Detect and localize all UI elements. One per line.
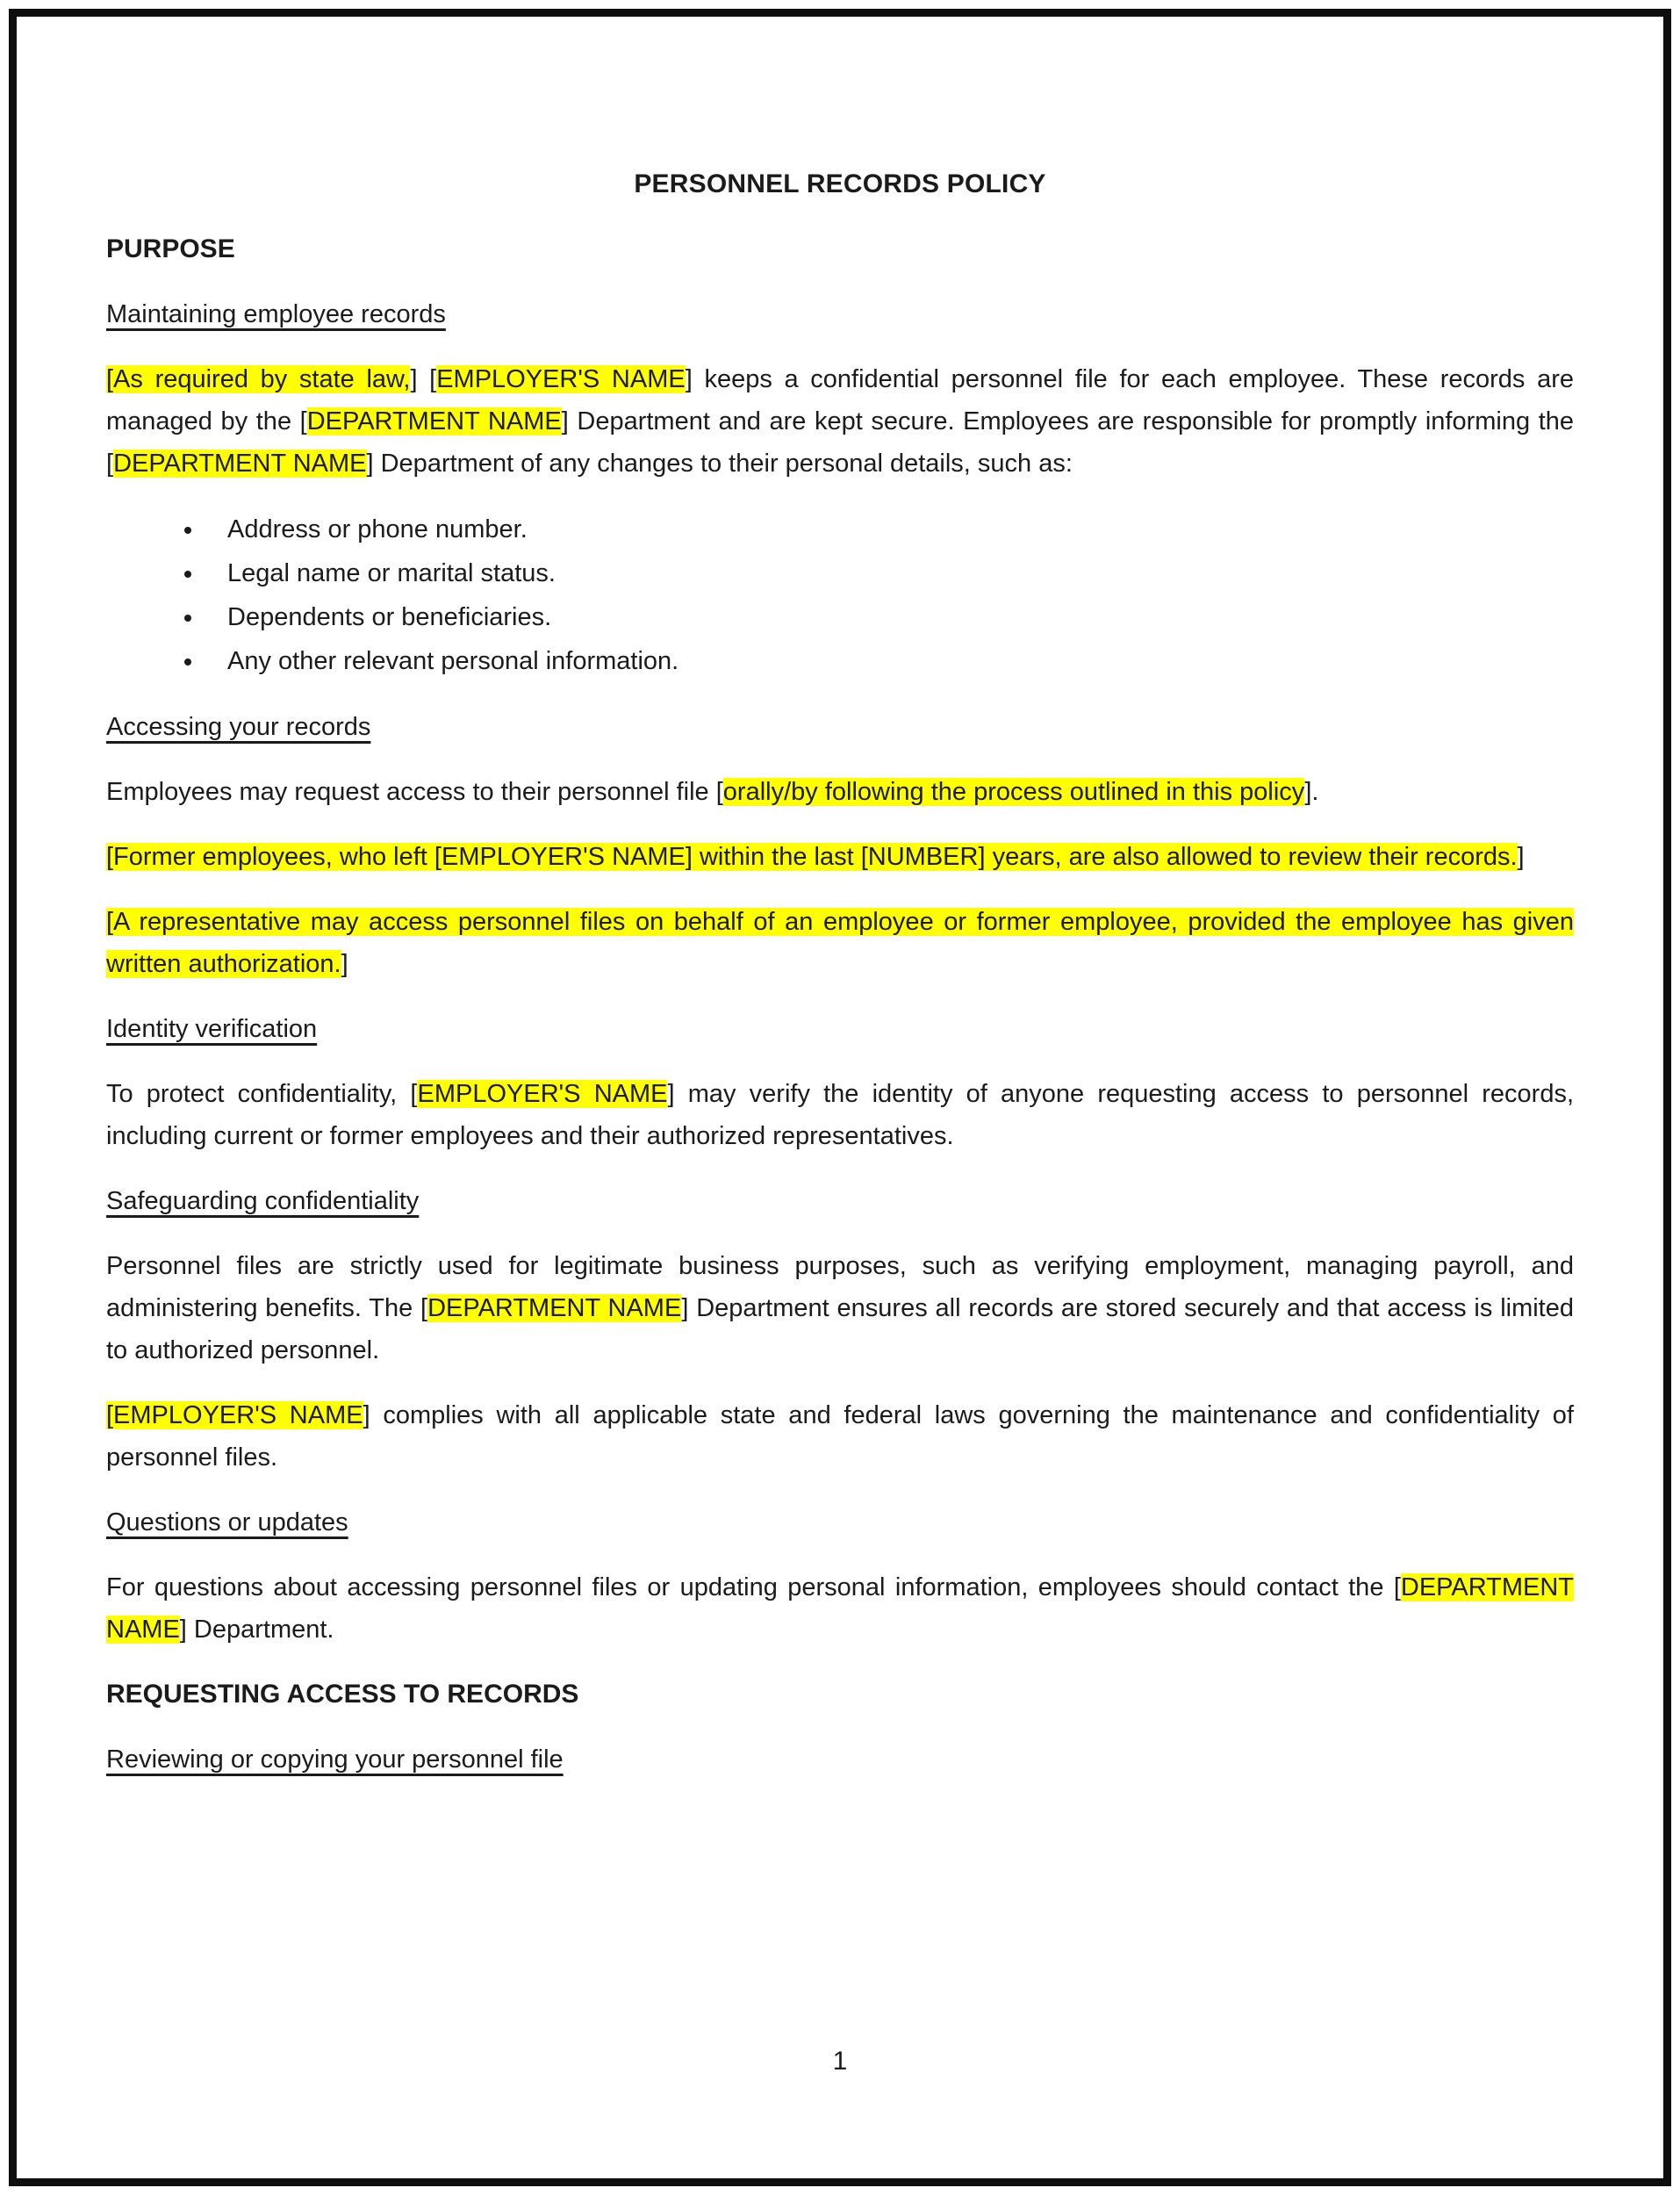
text-run: ] Department and are kept secure. Employees are responsible for promptly informing the [ <box>106 407 1575 478</box>
highlighted-placeholder: DEPARTMENT NAME <box>113 450 367 478</box>
subheading-maintaining-employee-records: Maintaining employee records <box>106 300 446 328</box>
highlighted-placeholder: [A representative may access personnel files on behalf of an employee or former employee, provided the employee has given written authorization. <box>106 908 1574 978</box>
para-compliance <box>106 1394 1574 1479</box>
bullet-item: • Legal name or marital status. <box>205 551 1574 595</box>
heading-purpose: PURPOSE <box>106 234 235 263</box>
heading-requesting-access-to-records: REQUESTING ACCESS TO RECORDS <box>106 1680 579 1709</box>
highlighted-placeholder: [As required by state law, <box>106 365 411 393</box>
para-maintaining-records <box>106 358 1574 485</box>
page-number: 1 <box>832 2047 848 2076</box>
para-request-access <box>106 771 1574 813</box>
highlighted-placeholder: [EMPLOYER'S NAME <box>106 1401 363 1429</box>
subheading-accessing-your-records: Accessing your records <box>106 713 371 741</box>
text-run: ] <box>1517 843 1525 871</box>
bullet-item: • Any other relevant personal information. <box>205 639 1574 683</box>
text-run: ] <box>341 950 348 978</box>
highlighted-placeholder: DEPARTMENT NAME <box>306 407 562 435</box>
subheading-reviewing-or-copying: Reviewing or copying your personnel file <box>106 1745 564 1774</box>
personal-details-list <box>106 507 1574 683</box>
highlighted-placeholder: EMPLOYER'S NAME <box>436 365 686 393</box>
highlighted-placeholder: [Former employees, who left [EMPLOYER'S NAME] within the last [NUMBER] years, are also allowed to review their records. <box>106 843 1518 871</box>
highlighted-placeholder: DEPARTMENT NAME <box>427 1294 682 1322</box>
document-content <box>106 163 1574 1803</box>
para-identity-verification <box>106 1073 1574 1157</box>
highlighted-placeholder: DEPARTMENT NAME <box>106 1573 1574 1644</box>
document-title: PERSONNEL RECORDS POLICY <box>634 169 1046 198</box>
text-run: ]. <box>1304 778 1319 806</box>
bullet-item: • Dependents or beneficiaries. <box>205 595 1574 639</box>
text-run: ] may verify the identity of anyone requesting access to personnel records, including current or former employees and their authorized representatives. <box>106 1080 1575 1150</box>
text-run: ] Department. <box>179 1616 334 1644</box>
text-run: Personnel files are strictly used for legitimate business purposes, such as verifying employment, managing payroll, and administering benefits. The [ <box>106 1252 1574 1322</box>
para-former-employees <box>106 836 1574 878</box>
text-run: ] Department of any changes to their personal details, such as: <box>366 450 1073 478</box>
text-run: ] Department ensures all records are stored securely and that access is limited to authorized personnel. <box>106 1294 1574 1364</box>
text-run: Employees may request access to their personnel file [ <box>106 778 723 806</box>
text-run: ] [ <box>410 365 437 393</box>
para-representative-access <box>106 901 1574 985</box>
text-run: To protect confidentiality, [ <box>106 1080 418 1108</box>
para-safeguarding <box>106 1245 1574 1371</box>
bullet-item: • Address or phone number. <box>205 507 1574 551</box>
para-questions <box>106 1566 1574 1651</box>
subheading-safeguarding-confidentiality: Safeguarding confidentiality <box>106 1187 420 1215</box>
text-run: ] keeps a confidential personnel file for each employee. These records are managed by the [ <box>106 365 1574 435</box>
subheading-questions-or-updates: Questions or updates <box>106 1508 348 1536</box>
highlighted-placeholder: orally/by following the process outlined in this policy <box>722 778 1305 806</box>
text-run: For questions about accessing personnel files or updating personal information, employees should contact the [ <box>106 1573 1401 1601</box>
subheading-identity-verification: Identity verification <box>106 1015 318 1043</box>
text-run: ] complies with all applicable state and federal laws governing the maintenance and confidentiality of personnel files. <box>106 1401 1574 1472</box>
highlighted-placeholder: EMPLOYER'S NAME <box>417 1080 668 1108</box>
